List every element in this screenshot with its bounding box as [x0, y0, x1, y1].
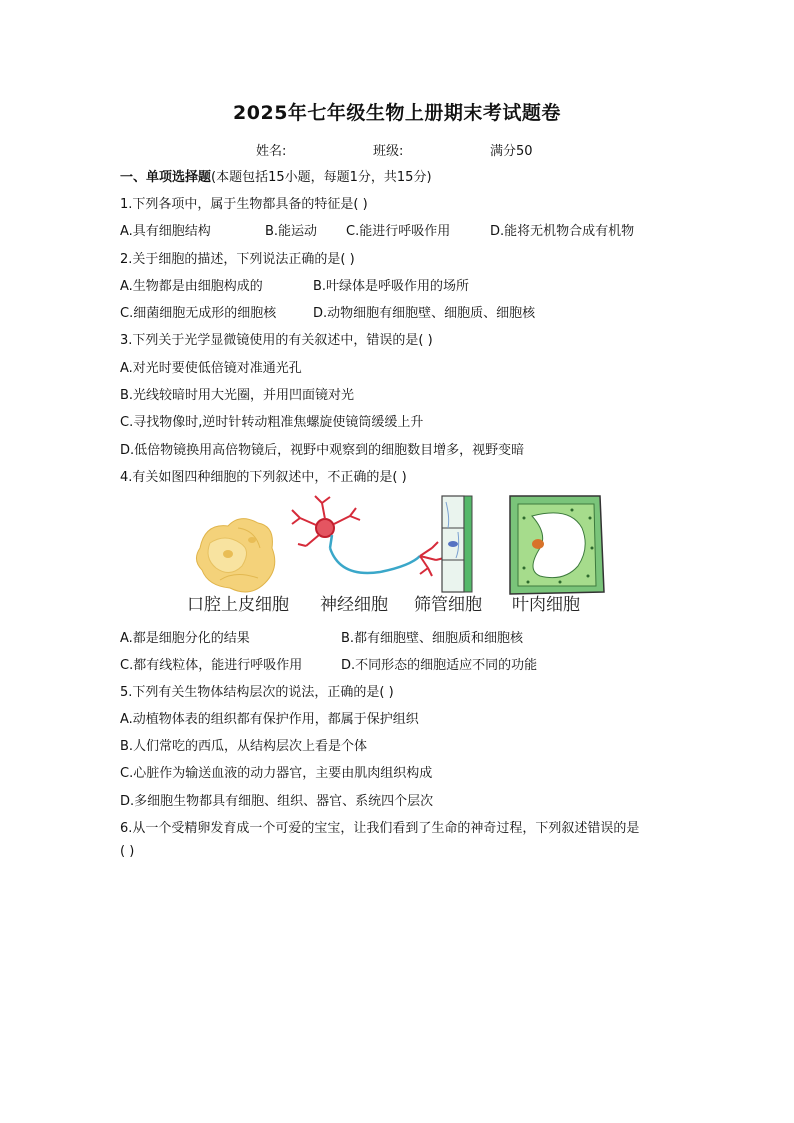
q5-option-d: D.多细胞生物都具有细胞、组织、器官、系统四个层次: [120, 794, 434, 809]
q4-option-b: B.都有细胞壁、细胞质和细胞核: [341, 631, 524, 646]
question-5-stem: 5.下列有关生物体结构层次的说法，正确的是( ): [120, 685, 394, 700]
q1-option-a: A.具有细胞结构: [120, 224, 211, 239]
question-6-stem-cont: ( ): [120, 844, 135, 859]
page-title: 2025年七年级生物上册期末考试题卷: [233, 102, 561, 124]
q4-option-c: C.都有线粒体，能进行呼吸作用: [120, 658, 303, 673]
q3-option-b: B.光线较暗时用大光圈，并用凹面镜对光: [120, 388, 355, 403]
section-heading: [120, 166, 432, 185]
section-note: (本题包括15小题，每题1分，共15分): [211, 170, 432, 185]
question-4-stem: 4.有关如图四种细胞的下列叙述中，不正确的是( ): [120, 470, 407, 485]
question-3-stem: 3.下列关于光学显微镜使用的有关叙述中，错误的是( ): [120, 333, 433, 348]
caption-nerve-cell: 神经细胞: [320, 595, 388, 615]
q1-option-d: D.能将无机物合成有机物: [490, 224, 635, 239]
question-6-stem: 6.从一个受精卵发育成一个可爱的宝宝，让我们看到了生命的神奇过程，下列叙述错误的是: [120, 821, 640, 836]
sieve-tube-cell-illustration: [442, 496, 472, 592]
q2-option-d: D.动物细胞有细胞壁、细胞质、细胞核: [313, 306, 536, 321]
q1-option-c: C.能进行呼吸作用: [346, 224, 451, 239]
oral-epithelial-cell-illustration: [196, 519, 274, 592]
q3-option-d: D.低倍物镜换用高倍物镜后，视野中观察到的细胞数目增多，视野变暗: [120, 443, 525, 458]
class-label: 班级:: [373, 144, 404, 159]
mesophyll-cell-illustration: [510, 496, 604, 594]
score-label: 满分50: [490, 144, 533, 159]
question-2-stem: 2.关于细胞的描述，下列说法正确的是( ): [120, 252, 355, 267]
q5-option-a: A.动植物体表的组织都有保护作用，都属于保护组织: [120, 712, 419, 727]
caption-mesophyll-cell: 叶肉细胞: [512, 595, 580, 615]
q3-option-a: A.对光时要使低倍镜对准通光孔: [120, 361, 302, 376]
q1-option-b: B.能运动: [265, 224, 318, 239]
q3-option-c: C.寻找物像时,逆时针转动粗准焦螺旋使镜筒缓缓上升: [120, 415, 424, 430]
q2-option-c: C.细菌细胞无成形的细胞核: [120, 306, 277, 321]
q2-option-a: A.生物都是由细胞构成的: [120, 279, 263, 294]
caption-sieve-tube-cell: 筛管细胞: [414, 595, 482, 615]
q4-option-d: D.不同形态的细胞适应不同的功能: [341, 658, 538, 673]
q2-option-b: B.叶绿体是呼吸作用的场所: [313, 279, 470, 294]
nerve-cell-illustration: [292, 496, 444, 576]
caption-oral-epithelial-cell: 口腔上皮细胞: [187, 595, 289, 615]
question-1-stem: 1.下列各项中，属于生物都具备的特征是( ): [120, 197, 368, 212]
name-label: 姓名:: [256, 144, 287, 159]
section-title: 一、单项选择题: [120, 170, 212, 185]
q4-option-a: A.都是细胞分化的结果: [120, 631, 250, 646]
q5-option-b: B.人们常吃的西瓜，从结构层次上看是个体: [120, 739, 368, 754]
q5-option-c: C.心脏作为输送血液的动力器官，主要由肌肉组织构成: [120, 766, 433, 781]
